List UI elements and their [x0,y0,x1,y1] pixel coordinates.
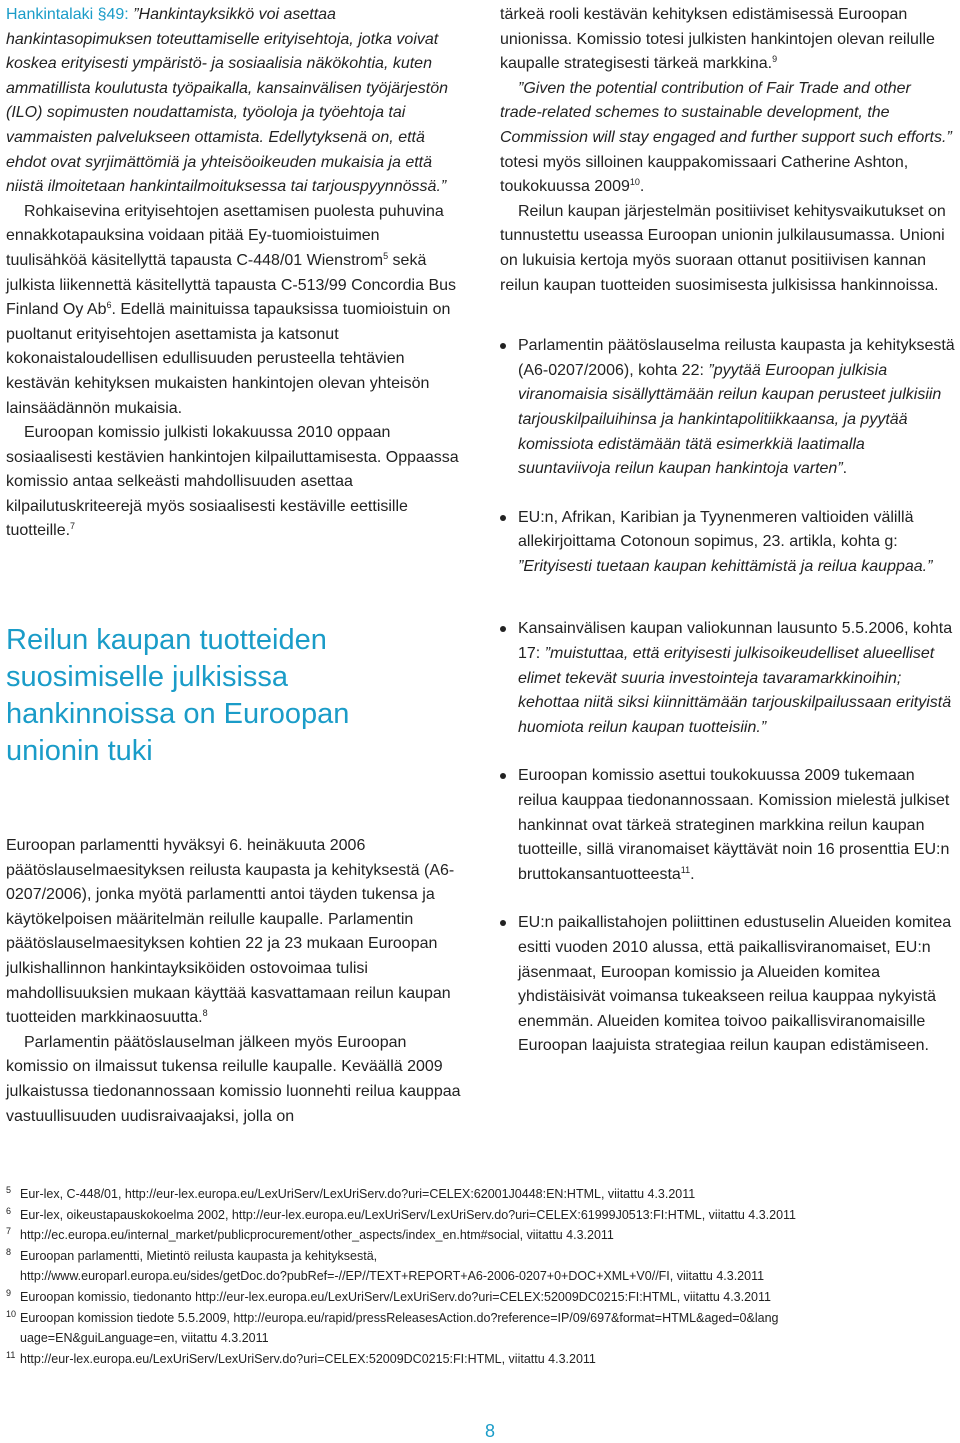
footnote: 6 Eur-lex, oikeustapauskokoelma 2002, http://eur-lex.europa.eu/LexUriServ/LexUriServ.do?uri=CELEX:61999J0513:FI:HTML, viitattu 4.3.2011 [6,1205,796,1222]
commission-support-paragraph: Parlamentin päätöslauselman jälkeen myös Euroopan komissio on ilmaissut tukensa reilulle kaupalle. Keväällä 2009 julkaistussa tiedonannossaan komissio luonnehti reilua kauppaa vastuullisuuden uudisraivaajaksi, jolla on [6,1033,461,1125]
list-item: EU:n paikallistahojen poliittinen edustuselin Alueiden komitea esitti vuoden 2010 alussa, että paikallisviranomaiset, EU:n jäsenmaat, Euroopan komissio ja Alueiden komitea yhdistäisivät voimansa tukeakseen reilua kauppaa nykyistä enemmän. Alueiden komitea toivoo paikallisviranomaisille Euroopan laajuista strategiaa reilun kaupan edistämiseen. [500,911,955,1059]
list-item: Euroopan komissio asettui toukokuussa 2009 tukemaan reilua kauppaa tiedonannossaan. Komission mielestä julkiset hankinnat ovat tärkeä strateginen markkina reilun kaupan tuotteille, sillä viranomaiset käyttävät noin 16 prosenttia EU:n bruttokansantuotteesta$^{11}$. [500,764,955,887]
continuation-paragraph: tärkeä rooli kestävän kehityksen edistämisessä Euroopan unionissa. Komissio totesi julkisten hankintojen olevan reilulle kaupalle strategisesti tärkeä markkina.$^9$ [500,6,935,73]
footnote-ref[interactable]: 11 [680,864,691,875]
list-item: EU:n, Afrikan, Karibian ja Tyynenmeren valtioiden välillä allekirjoittama Cotonoun sopimus, 23. artikla, kohta g: ”Erityisesti tuetaan kaupan kehittämistä ja reilua kauppaa.” [500,506,955,580]
footnote: 7 http://ec.europa.eu/internal_market/publicprocurement/other_aspects/index_en.htm#social, viitattu 4.3.2011 [6,1226,614,1243]
footnote-ref[interactable]: 6 [106,300,112,311]
left-column-lower [6,834,464,1129]
footnotes [6,1184,956,1369]
footnote: 8 Euroopan parlamentti, Mietintö reilusta kaupasta ja kehityksestä, http://www.europarl.europa.eu/sides/getDoc.do?pubRef=-//EP//TEXT+REPORT+A6-2006-0207+0+DOC+XML+V0//FI, viitattu 4.3.2011 [6,1246,765,1284]
list-item: Kansainvälisen kaupan valiokunnan lausunto 5.5.2006, kohta 17: ”muistuttaa, että erityisesti julkisoikeudelliset alueelliset elimet tekevät suuria investointeja tavaramarkkinoihin; kehottaa niitä siksi kiinnittämään tarjouskilpailussaan erityistä huomiota reilun kaupan tuotteisiin.” [500,617,955,740]
footnote: 5 Eur-lex, C-448/01, http://eur-lex.europa.eu/LexUriServ/LexUriServ.do?uri=CELEX:62001J0448:EN:HTML, viitattu 4.3.2011 [6,1185,696,1201]
page-number: 8 [485,1421,496,1441]
ashton-paragraph: ”Given the potential contribution of Fair Trade and other trade-related schemes to sustainable development, the Commission will stay engaged and further support such efforts.” totesi myös silloinen kauppakomissaari Catherine Ashton, toukokuussa 2009$^{10}$. [500,79,952,196]
footnote-ref[interactable]: 5 [383,250,389,261]
footnote: 11 http://eur-lex.europa.eu/LexUriServ/LexUriServ.do?uri=CELEX:52009DC0215:FI:HTML, viitattu 4.3.2011 [6,1349,596,1366]
footnote-ref[interactable]: 7 [70,521,76,532]
eu-statements-paragraph: Reilun kaupan järjestelmän positiiviset kehitysvaikutukset on tunnustettu useassa Euroopan unionin julkilausumassa. Unioni on lukuisia kertoja myös suoraan ottanut positiivisen kannan reilun kaupan tuotteiden suosimisesta julkisissa hankinnoissa. [500,202,946,294]
footnote: 9 Euroopan komissio, tiedonanto http://eur-lex.europa.eu/LexUriServ/LexUriServ.do?uri=CELEX:52009DC0215:FI:HTML, viitattu 4.3.2011 [6,1287,771,1304]
footnote-ref[interactable]: 8 [202,1008,208,1019]
law-section-label: Hankintalaki §49: [6,6,134,23]
footnote-ref[interactable]: 9 [772,54,778,65]
ashton-quote: ”Given the potential contribution of Fair Trade and other trade-related schemes to sustainable development, the Commission will stay engaged and further support such efforts.” [500,79,952,146]
footnote: 10 Euroopan komission tiedote 5.5.2009, http://europa.eu/rapid/pressReleasesAction.do?reference=IP/09/697&format=HTML&aged=0&lang uage=EN&guiLanguage=en, viitattu 4.3.2011 [6,1308,779,1346]
law-quote-text: ”Hankintayksikkö voi asettaa hankintasopimuksen toteuttamiselle erityisehtoja, jotka voivat koskea erityisesti ympäristö- ja sosiaalisia näkökohtia, kuten ammatillista koulutusta työpaikalla, kansainvälisen työjärjestön (ILO) sopimusten noudattamista, työoloja ja työehtoja tai vammaisten palvelukseen ottamista. Edellytyksenä on, että ehdot ovat syrjimättömiä ja yhteisöoikeuden mukaisia ja että niistä ilmoitetaan hankintailmoituksessa tai tarjouspyynnössä.” [6,6,448,196]
eu-support-list [500,334,955,1059]
precedent-paragraph: Rohkaisevina erityisehtojen asettamisen puolesta puhuvina ennakkotapauksina voidaan pitää Ey-tuomioistuimen tuulisähköä käsitellyttä tapausta C-448/01 Wienstrom$^5$ sekä julkista liikennettä käsitellyttä tapausta C-513/99 Concordia Bus Finland Oy Ab$^6$. Edellä mainituissa tapauksissa tuomioistuin on puoltanut erityisehtojen asettamista ja katsonut kokonaistaloudellisen edullisuuden perusteella tehtävien kestävän kehityksen mukaisten hankintojen olevan yhteisön lainsäädännön mukaisia. [6,202,457,417]
left-column [6,0,464,544]
right-column [500,3,955,1059]
commission-guide-paragraph: Euroopan komissio julkisti lokakuussa 2010 oppaan sosiaalisesti kestävien hankintojen kilpailuttamisesta. Oppaassa komissio antaa selkeästi mahdollisuuden asettaa kilpailutuskriteerejä myös sosiaalisesti kestäville eettisille tuotteille.$^7$ [6,424,459,540]
list-item: Parlamentin päätöslauselma reilusta kaupasta ja kehityksestä (A6-0207/2006), kohta 22: ”pyytää Euroopan julkisia viranomaisia sisällyttämään reilun kaupan perusteet julkisiin tarjouskilpailuihinsa ja hankintapolitiikkaansa, ja pyytää komissiota edistämään tätä esimerkkiä laatimalla suuntaviivoja reilun kaupan hankintoja varten”. [500,334,955,482]
section-heading: Reilun kaupan tuotteiden suosimiselle julkisissa hankinnoissa on Euroopan unionin tuki [6,624,350,767]
footnote-ref[interactable]: 10 [629,177,640,188]
law-quote-paragraph [6,3,464,200]
parliament-paragraph: Euroopan parlamentti hyväksyi 6. heinäkuuta 2006 päätöslauselmaesityksen reilusta kaupasta ja kehityksestä (A6-0207/2006), jonka myötä parlamentti antoi täyden tukensa ja käytökelpoisen määritelmän reilulle kaupalle. Parlamentin päätöslauselmaesityksen kohtien 22 ja 23 mukaan Euroopan julkishallinnon hankintayksiköiden ostovoimaa tulisi mahdollisuuksien mukaan käyttää kasvattamaan reilun kaupan tuotteiden markkinaosuutta.$^8$ [6,837,455,1027]
